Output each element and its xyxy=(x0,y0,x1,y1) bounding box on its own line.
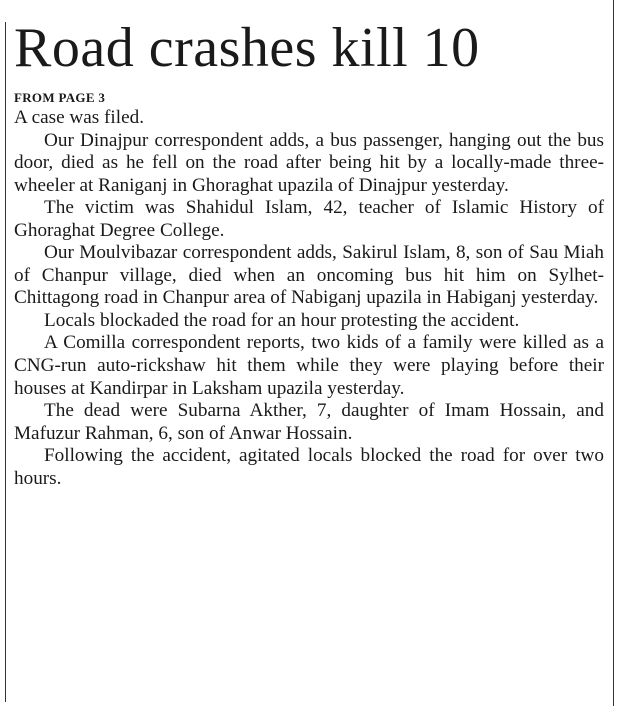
right-column-rule xyxy=(613,0,614,706)
headline: Road crashes kill 10 xyxy=(14,17,480,79)
paragraph: Locals blockaded the road for an hour protesting the accident. xyxy=(44,309,520,331)
paragraph: A case was filed. xyxy=(14,107,145,128)
paragraph: The victim was Shahidul Islam, 42, teacher of Islamic History of Ghoraghat Degree College. xyxy=(14,197,604,241)
paragraph: The dead were Subarna Akther, 7, daughter of Imam Hossain, and Mafuzur Rahman, 6, son of Anwar Hossain. xyxy=(14,400,604,444)
paragraph: Our Moulvibazar correspondent adds, Sakirul Islam, 8, son of Sau Miah of Chanpur village, died when an oncoming bus hit him on Sylhet-Chittagong road in Chanpur area of Nabiganj upazila in Habiganj yesterday. xyxy=(14,242,604,309)
paragraph: Following the accident, agitated locals blocked the road for over two hours. xyxy=(14,445,604,489)
jump-label: FROM PAGE 3 xyxy=(14,90,106,105)
paragraph: Our Dinajpur correspondent adds, a bus passenger, hanging out the bus door, died as he fell on the road after being hit by a locally-made three-wheeler at Raniganj in Ghoraghat upazila of Dinajpur yesterday. xyxy=(14,129,604,196)
news-article xyxy=(14,14,604,490)
article-body xyxy=(14,107,604,490)
paragraph: A Comilla correspondent reports, two kids of a family were killed as a CNG-run auto-rickshaw hit them while they were playing before their houses at Kandirpar in Laksham upazila yesterday. xyxy=(14,332,604,399)
left-column-rule xyxy=(5,22,6,702)
